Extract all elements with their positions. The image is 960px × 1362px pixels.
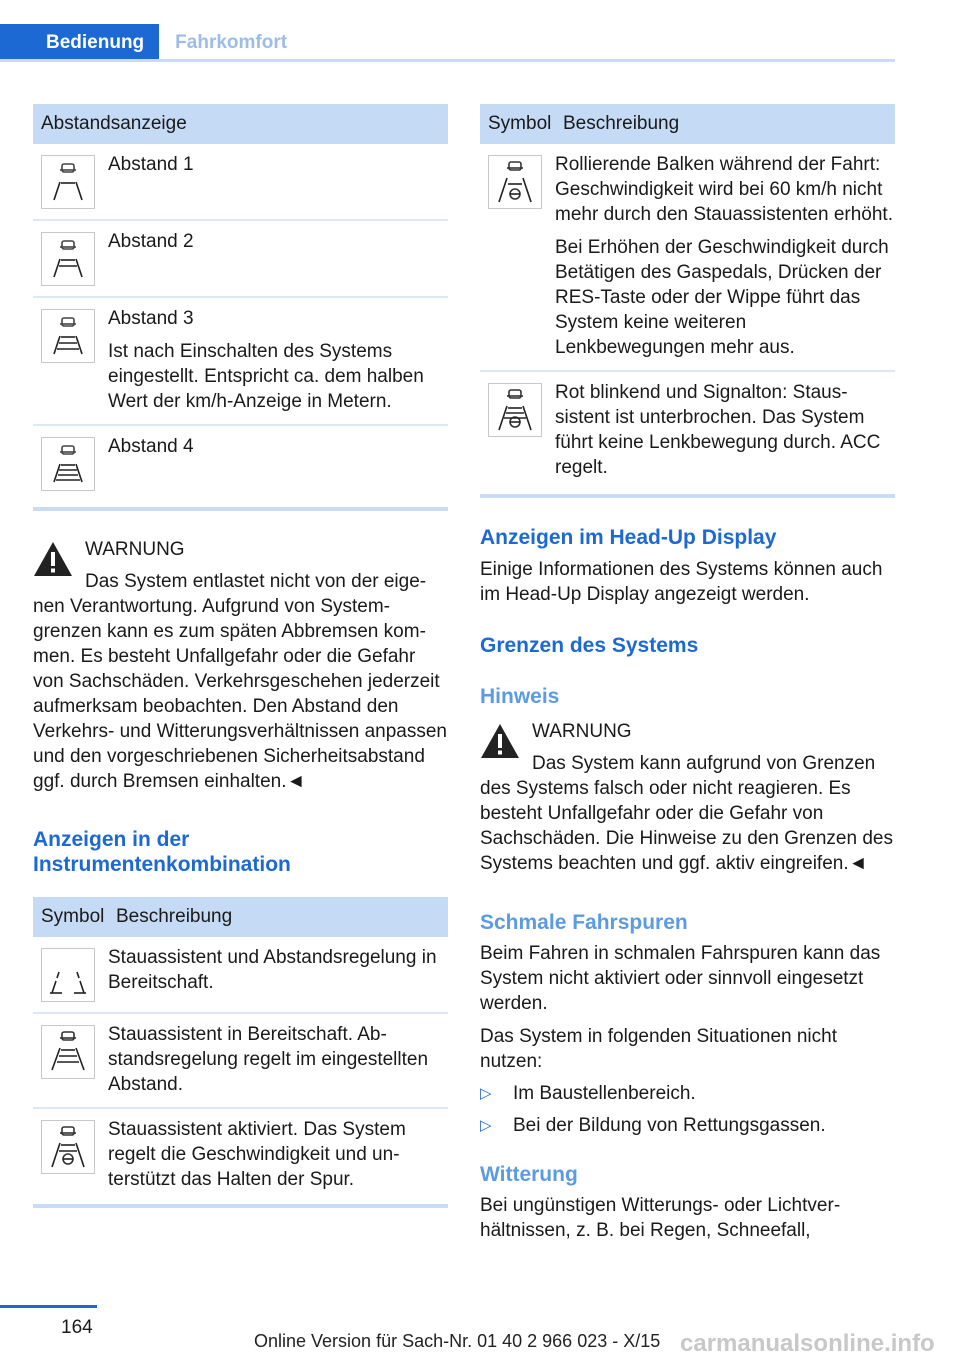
distance-table-header: [33, 104, 448, 144]
col-description: Beschreibung: [563, 113, 680, 134]
row-text: Stauassistent und Abstandsregelung in Bereitschaft.: [108, 947, 437, 993]
distance-table-header-label: Abstandsanzeige: [41, 113, 187, 134]
table-row: [33, 144, 448, 221]
col-symbol: Symbol: [41, 906, 105, 927]
distance-2-icon: [41, 232, 95, 286]
distance-3-icon: [41, 309, 95, 363]
section-heading-limits: Grenzen des Systems: [480, 634, 699, 657]
row-text: Ist nach Einschalten des Systems eingestellt. Entspricht ca. dem halben Wert der km/h-Anzeige in Metern.: [108, 341, 424, 412]
row-text: Abstand 1: [108, 154, 194, 175]
page-number: 164: [61, 1317, 93, 1338]
warning-block: [480, 719, 895, 876]
table-row: [33, 1109, 448, 1202]
left-column: [33, 104, 448, 1208]
right-column: [480, 104, 895, 1243]
table-end-rule: [33, 507, 448, 511]
subheading-schmale-fahrspuren: Schmale Fahrspuren: [480, 911, 688, 934]
instrument-table: [33, 897, 448, 1208]
warning-icon: [480, 723, 520, 759]
row-text: Abstand 3: [108, 308, 194, 329]
header-tabs: [0, 24, 303, 61]
narrow-list: [480, 1081, 895, 1138]
triangle-bullet-icon: ▷: [480, 1085, 492, 1102]
row-text: Stauassistent aktiviert. Das System regelt die Geschwindigkeit und unterstützt das Halten der Spur.: [108, 1119, 406, 1190]
weather-text: Bei ungünstigen Witterungs- oder Lichtverhältnissen, z. B. bei Regen, Schneefall,: [480, 1195, 841, 1241]
warning-icon: [33, 541, 73, 577]
row-text: Rot blinkend und Signalton: Staussistent ist unterbrochen. Das System führt keine Lenkbewegung durch. ACC regelt.: [555, 382, 881, 478]
section-heading-instrument: Anzeigen in der Instrumentenkombination: [33, 828, 291, 876]
row-text: Rollierende Balken während der Fahrt: Geschwindigkeit wird bei 60 km/h nicht mehr durch den Stauassistenten erhöht.: [555, 154, 893, 225]
status-table-header: [480, 104, 895, 144]
row-text: Stauassistent in Bereitschaft. Abstandsregelung regelt im eingestellten Abstand.: [108, 1024, 429, 1095]
warning-title: WARNUNG: [532, 721, 632, 742]
table-row: [480, 372, 895, 490]
table-row: [33, 298, 448, 426]
list-item-text: Im Baustellenbereich.: [513, 1083, 696, 1104]
car-lane-icon: [41, 1025, 95, 1079]
warning-block: [33, 537, 448, 794]
triangle-bullet-icon: ▷: [480, 1117, 492, 1134]
watermark: carmanualsonline.info: [680, 1330, 935, 1357]
car-steering-wheel-icon: [41, 1120, 95, 1174]
subheading-hinweis: Hinweis: [480, 685, 560, 708]
distance-4-icon: [41, 437, 95, 491]
table-row: [33, 221, 448, 298]
table-row: [33, 937, 448, 1014]
header-divider: [0, 59, 895, 62]
distance-1-icon: [41, 155, 95, 209]
list-item: [480, 1113, 895, 1138]
list-item: [480, 1081, 895, 1106]
tab-fahrkomfort[interactable]: Fahrkomfort: [175, 32, 288, 53]
row-text: Abstand 2: [108, 231, 194, 252]
table-end-rule: [480, 494, 895, 498]
col-symbol: Symbol: [488, 113, 552, 134]
instrument-table-header: [33, 897, 448, 937]
narrow-text-2: Das System in folgenden Situationen nicht nutzen:: [480, 1026, 837, 1072]
subheading-witterung: Witterung: [480, 1163, 578, 1186]
distance-table: [33, 104, 448, 511]
tab-bedienung[interactable]: Bedienung: [0, 24, 159, 61]
table-row: [33, 1014, 448, 1109]
col-description: Beschreibung: [116, 906, 233, 927]
rolling-bars-icon: [488, 155, 542, 209]
red-blinking-icon: [488, 383, 542, 437]
list-item-text: Bei der Bildung von Rettungsgassen.: [513, 1115, 826, 1136]
footer-online-version: Online Version für Sach-Nr. 01 40 2 966 023 - X/15: [254, 1331, 661, 1351]
row-text: Bei Erhöhen der Geschwindigkeit durch Betätigen des Gaspedals, Drücken der RES-Taste oder der Wippe führt das System keine weiteren Lenkbewegungen mehr aus.: [555, 237, 889, 358]
table-end-rule: [33, 1204, 448, 1208]
section-heading-hud: Anzeigen im Head-Up Display: [480, 526, 777, 549]
warning-text: Das System entlastet nicht von der eigenen Verantwortung. Aufgrund von Systemgrenzen kann es zum späten Abbremsen kommen. Es besteht Unfallgefahr oder die Gefahr von Sachschäden. Verkehrsgeschehen jederzeit aufmerksam beobachten. Den Abstand den Verkehrs- und Witterungsverhältnissen anpassen und den vorgeschriebenen Sicherheitsabstand ggf. durch Bremsen einhalten.◄: [33, 571, 448, 792]
status-table: [480, 104, 895, 498]
table-row: [33, 426, 448, 501]
table-row: [480, 144, 895, 372]
warning-text: Das System kann aufgrund von Grenzen des Systems falsch oder nicht reagieren. Es besteht Unfallgefahr oder die Gefahr von Sachschäden. Die Hinweise zu den Grenzen des Systems beachten und ggf. aktiv eingreifen.◄: [480, 753, 893, 874]
hud-text: Einige Informationen des Systems können auch im Head-Up Display angezeigt werden.: [480, 559, 883, 605]
warning-title: WARNUNG: [85, 539, 185, 560]
narrow-text-1: Beim Fahren in schmalen Fahrspuren kann das System nicht aktiviert oder sinnvoll eingesetzt werden.: [480, 943, 881, 1014]
lane-markings-icon: [41, 948, 95, 1002]
footer-rule: [0, 1305, 97, 1308]
row-text: Abstand 4: [108, 436, 194, 457]
